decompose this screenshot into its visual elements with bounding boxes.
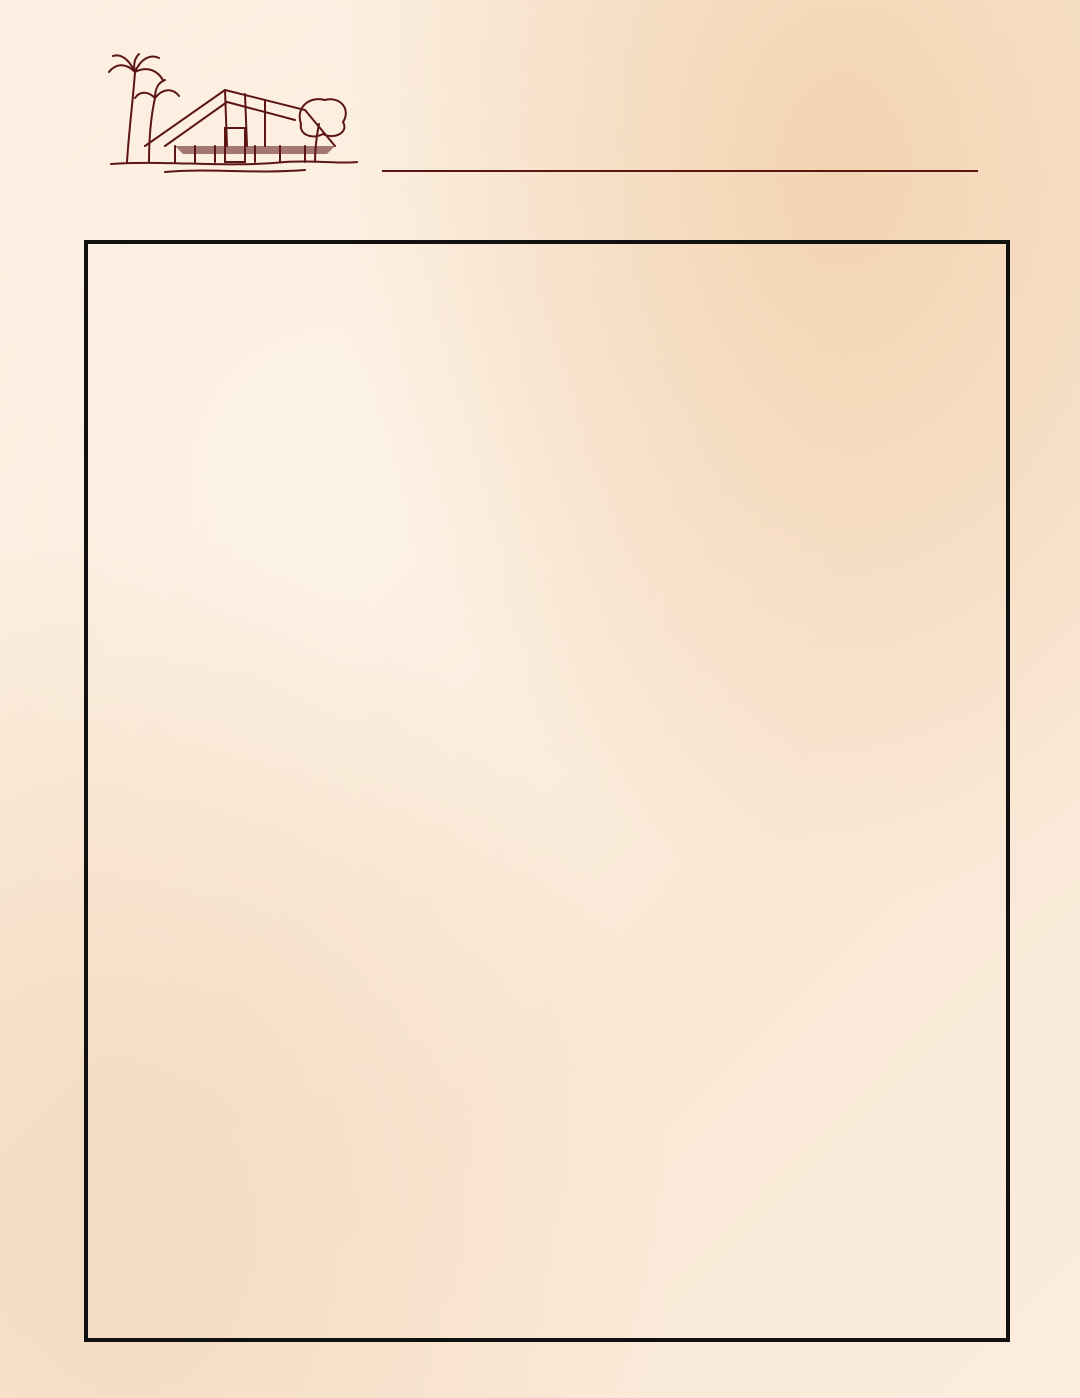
parish-header [370,52,990,182]
church-sketch-logo [105,50,360,180]
schedule-table [84,240,1010,1342]
header-divider [382,170,978,172]
